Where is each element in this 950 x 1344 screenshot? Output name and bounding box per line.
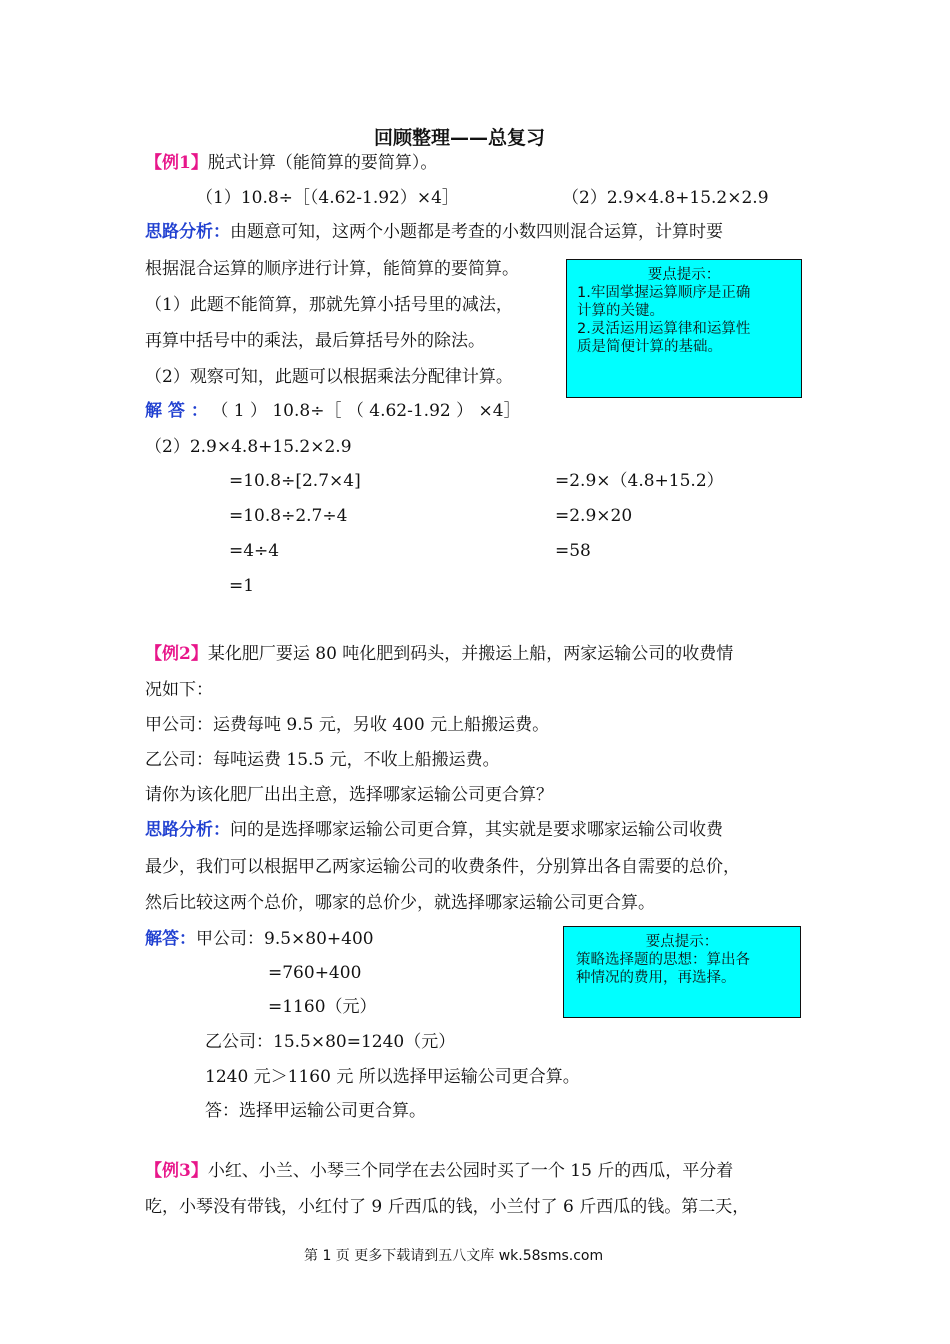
tip-line: 计算的关键。	[577, 303, 664, 319]
step-right: =2.9×（4.8+15.2）	[555, 471, 724, 491]
example-2-text: 某化肥厂要运 80 吨化肥到码头，并搬运上船，两家运输公司的收费情	[207, 644, 734, 664]
example-1-answer-question-2: （2）2.9×4.8+15.2×2.9	[145, 437, 352, 457]
example-2-analysis-line-2: 最少，我们可以根据甲乙两家运输公司的收费条件，分别算出各自需要的总价，	[145, 857, 740, 877]
example-1-analysis-line-3: （1）此题不能简算，那就先算小括号里的减法，	[145, 295, 513, 315]
analysis-label: 思路分析：	[145, 820, 230, 840]
example-tag-open: 【例	[145, 1161, 179, 1181]
example-1-heading	[145, 152, 437, 174]
tip-line: 1.牢固掌握运算顺序是正确	[577, 285, 751, 301]
page-title: 回顾整理——总复习	[374, 127, 546, 149]
page-footer: 第 1 页 更多下载请到五八文库 wk.58sms.com	[304, 1248, 604, 1264]
answer-question-1: （ 1 ） 10.8÷［ （ 4.62-1.92 ） ×4］	[219, 401, 521, 421]
tip-heading: 要点提示：	[647, 267, 721, 283]
tip-heading: 要点提示：	[645, 934, 719, 950]
example-2-line-1	[145, 643, 733, 665]
example-2-answer-line-4: 乙公司：15.5×80=1240（元）	[205, 1032, 456, 1052]
example-1-question-2: （2）2.9×4.8+15.2×2.9	[562, 188, 769, 208]
tip-line: 种情况的费用，再选择。	[576, 970, 736, 986]
example-tag-open: 【例	[145, 644, 179, 664]
analysis-text: 由题意可知，这两个小题都是考查的小数四则混合运算，计算时要	[230, 222, 723, 242]
step-left: =1	[229, 576, 255, 596]
example-1-answer-line	[145, 400, 521, 422]
example-tag-open: 【例	[145, 153, 179, 173]
example-tag-number: 3	[179, 1161, 191, 1181]
step-right: =58	[555, 541, 591, 561]
example-tag-close: 】	[190, 1161, 208, 1181]
example-tag-close: 】	[190, 153, 208, 173]
example-tag-number: 1	[179, 153, 191, 173]
example-2-analysis-line-3: 然后比较这两个总价，哪家的总价少，就选择哪家运输公司更合算。	[145, 893, 655, 913]
example-2-line-2: 况如下：	[145, 680, 213, 700]
example-1-analysis-line-2: 根据混合运算的顺序进行计算，能简算的要简算。	[145, 259, 519, 279]
example-3-text: 小红、小兰、小琴三个同学在去公园时买了一个 15 斤的西瓜，平分着	[207, 1161, 734, 1181]
example-2-answer-line-1	[145, 928, 374, 950]
example-2-answer-line-3: =1160（元）	[268, 997, 377, 1017]
example-tag-close: 】	[190, 644, 208, 664]
example-2-analysis-line-1	[145, 819, 723, 841]
analysis-text: 问的是选择哪家运输公司更合算，其实就是要求哪家运输公司收费	[230, 820, 723, 840]
step-right: =2.9×20	[555, 506, 633, 526]
example-2-answer-line-6: 答：选择甲运输公司更合算。	[205, 1101, 426, 1121]
step-left: =10.8÷2.7÷4	[229, 506, 348, 526]
example-2-answer-line-2: =760+400	[268, 963, 362, 983]
example-3-line-2: 吃，小琴没有带钱，小红付了 9 斤西瓜的钱，小兰付了 6 斤西瓜的钱。第二天，	[145, 1197, 750, 1217]
example-1-analysis-line-5: （2）观察可知，此题可以根据乘法分配律计算。	[145, 367, 513, 387]
example-2-answer-line-5: 1240 元＞1160 元 所以选择甲运输公司更合算。	[205, 1067, 580, 1087]
answer-text: 甲公司：9.5×80+400	[196, 929, 374, 949]
tip-box-2	[563, 926, 801, 1018]
example-2-line-5: 请你为该化肥厂出出主意，选择哪家运输公司更合算？	[145, 785, 553, 805]
tip-line: 2.灵活运用运算律和运算性	[577, 321, 751, 337]
tip-box-1	[566, 259, 802, 398]
example-3-line-1	[145, 1160, 733, 1182]
example-2-line-4: 乙公司：每吨运费 15.5 元，不收上船搬运费。	[145, 750, 500, 770]
example-tag-number: 2	[179, 644, 191, 664]
answer-label: 解 答 ：	[145, 401, 208, 421]
example-1-analysis-line-1	[145, 221, 723, 243]
example-2-line-3: 甲公司：运费每吨 9.5 元，另收 400 元上船搬运费。	[145, 715, 550, 735]
tip-line: 策略选择题的思想：算出各	[576, 952, 750, 968]
step-left: =10.8÷[2.7×4]	[229, 471, 361, 491]
example-1-question-1: （1）10.8÷［（4.62-1.92）×4］	[196, 188, 459, 208]
example-1-analysis-line-4: 再算中括号中的乘法，最后算括号外的除法。	[145, 331, 485, 351]
tip-line: 质是简便计算的基础。	[577, 339, 722, 355]
answer-label: 解答：	[145, 929, 196, 949]
analysis-label: 思路分析：	[145, 222, 230, 242]
step-left: =4÷4	[229, 541, 280, 561]
example-1-prompt: 脱式计算（能简算的要简算）。	[207, 153, 438, 173]
